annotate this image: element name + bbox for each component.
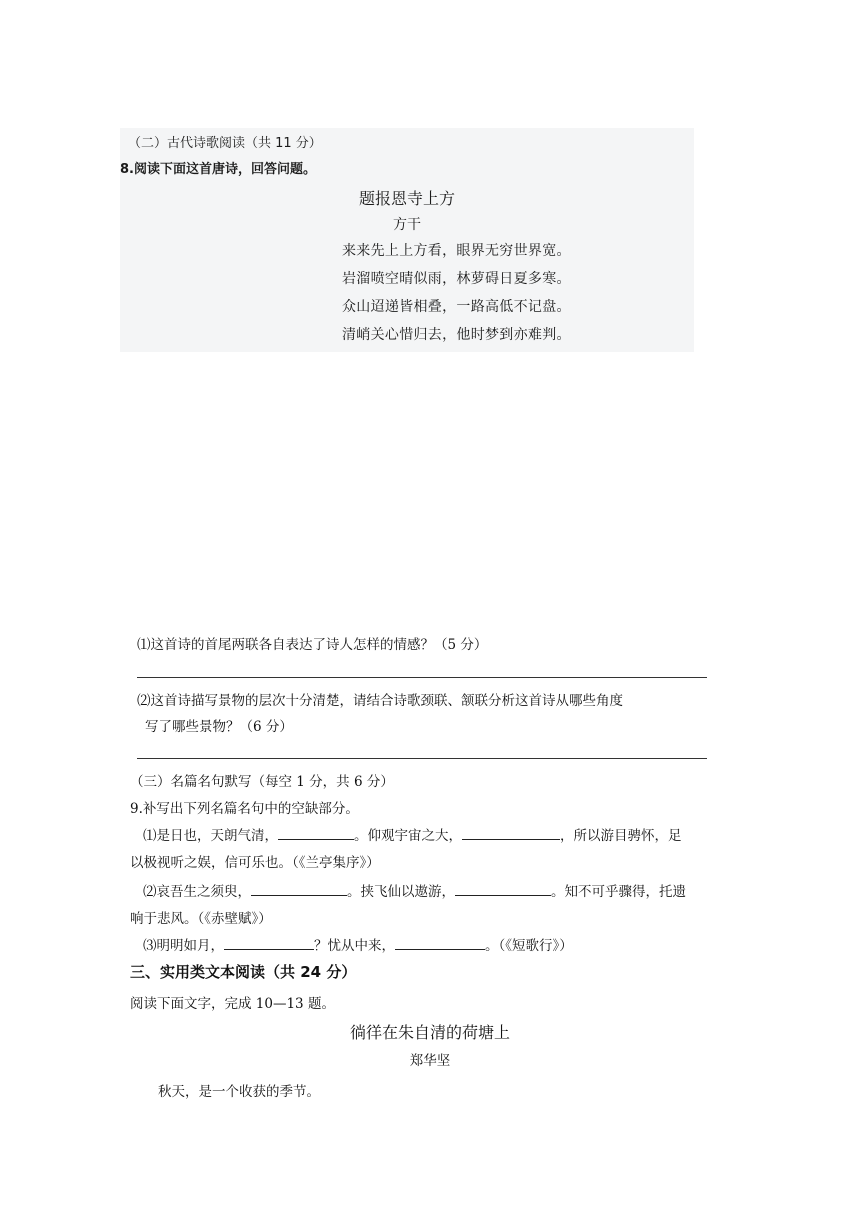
- fill-blank[interactable]: [251, 881, 347, 896]
- q9-item2-text-b: 。挟飞仙以遨游，: [347, 884, 455, 900]
- answer-line-1[interactable]: [137, 677, 707, 678]
- fill-blank[interactable]: [395, 935, 485, 950]
- fill-blank[interactable]: [278, 825, 354, 840]
- part3-header: 三、实用类文本阅读（共 24 分）: [130, 963, 357, 981]
- q8-sub2-line2: 写了哪些景物？（6 分）: [145, 719, 293, 735]
- q9-item1-text-c: ，所以游目骋怀，足: [560, 828, 682, 844]
- question-9-prompt: 9.补写出下列名篇名句中的空缺部分。: [130, 801, 359, 817]
- q8-sub1: ⑴这首诗的首尾两联各自表达了诗人怎样的情感？（5 分）: [137, 637, 488, 653]
- q9-item3-text-a: ⑶明明如月，: [143, 938, 224, 954]
- q9-item2-line1: [143, 880, 686, 900]
- fill-blank[interactable]: [462, 825, 560, 840]
- article-author: 郑华坚: [409, 1053, 451, 1069]
- poem-line: 清峭关心惜归去，他时梦到亦难判。: [342, 327, 571, 343]
- poem-title: 题报恩寺上方: [358, 189, 455, 208]
- q9-item1-line2: 以极视听之娱，信可乐也。（《兰亭集序》）: [130, 855, 380, 871]
- poem-line: 岩溜喷空晴似雨，林萝碍日夏多寒。: [342, 271, 571, 287]
- q9-item2-text-c: 。知不可乎骤得，托遗: [551, 884, 686, 900]
- poem-line: 来来先上上方看，眼界无穷世界宽。: [342, 243, 571, 259]
- question-8-prompt: 8.阅读下面这首唐诗，回答问题。: [120, 162, 316, 177]
- article-title: 徜徉在朱自清的荷塘上: [349, 1023, 510, 1042]
- article-first-paragraph: 秋天，是一个收获的季节。: [158, 1084, 320, 1100]
- answer-line-2[interactable]: [137, 758, 707, 759]
- section3-header: （三）名篇名句默写（每空 1 分，共 6 分）: [130, 774, 394, 790]
- q9-item1-line1: [143, 824, 682, 844]
- q9-item3-text-c: 。（《短歌行》）: [485, 938, 573, 954]
- poem-section-header: （二）古代诗歌阅读（共 11 分）: [128, 136, 322, 151]
- q9-item1-text-b: 。仰观宇宙之大，: [354, 828, 462, 844]
- q9-item3: [143, 934, 573, 954]
- q8-sub2-line1: ⑵这首诗描写景物的层次十分清楚，请结合诗歌颈联、颔联分析这首诗从哪些角度: [137, 693, 623, 709]
- poem-line: 众山迢递皆相叠，一路高低不记盘。: [342, 299, 571, 315]
- poem-author: 方干: [393, 217, 421, 233]
- q9-item1-text-a: ⑴是日也，天朗气清，: [143, 828, 278, 844]
- part3-instruction: 阅读下面文字，完成 10—13 题。: [130, 996, 335, 1012]
- q9-item3-text-b: ？忧从中来，: [314, 938, 395, 954]
- fill-blank[interactable]: [224, 935, 314, 950]
- q9-item2-text-a: ⑵哀吾生之须臾，: [143, 884, 251, 900]
- q9-item2-line2: 响于悲风。（《赤壁赋》）: [130, 911, 272, 927]
- fill-blank[interactable]: [455, 881, 551, 896]
- poem-scan-image: [120, 128, 694, 352]
